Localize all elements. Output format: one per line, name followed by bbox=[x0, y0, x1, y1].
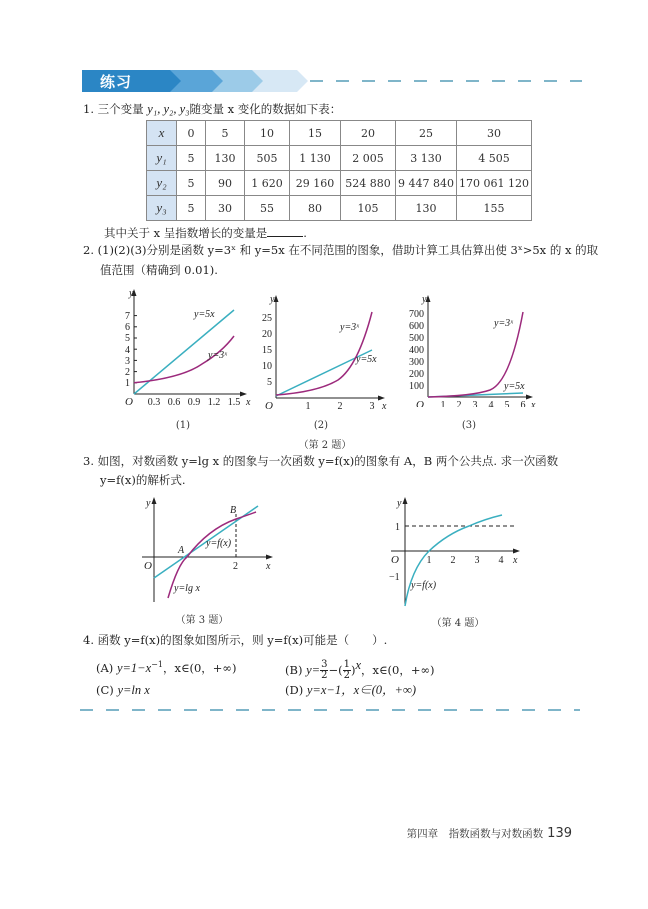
option-a[interactable] bbox=[96, 657, 236, 676]
answer-blank[interactable] bbox=[267, 224, 303, 237]
option-domain: ，x∈(0，+∞) bbox=[361, 662, 435, 677]
graph-3-label: (3) bbox=[461, 420, 477, 431]
table-row bbox=[147, 121, 532, 146]
option-label: (C) bbox=[96, 683, 114, 697]
graph-2 bbox=[258, 292, 388, 412]
curve-label: y=5x bbox=[194, 309, 215, 320]
question-number: 3. bbox=[83, 454, 94, 468]
q1-answer-period: . bbox=[303, 226, 307, 240]
question-number: 1. bbox=[83, 102, 94, 116]
y-tick: 6 bbox=[125, 322, 130, 333]
point-a-label: A bbox=[178, 545, 185, 556]
y-tick: 3 bbox=[125, 356, 130, 367]
section-banner bbox=[82, 70, 582, 92]
denominator: 2 bbox=[321, 670, 328, 682]
x-axis-label: x bbox=[531, 400, 536, 407]
row-header: y₂ bbox=[147, 171, 177, 196]
table-cell: 25 bbox=[396, 121, 457, 146]
table-cell: 3 130 bbox=[396, 146, 457, 171]
x-axis-label: x bbox=[513, 555, 518, 566]
y-axis-label: y bbox=[146, 498, 151, 509]
header-dashed-divider bbox=[310, 80, 582, 82]
table-cell: 80 bbox=[290, 196, 341, 221]
x-tick: 4 bbox=[498, 555, 504, 566]
option-expr: y=1−x bbox=[116, 660, 152, 675]
x-tick: 2 bbox=[456, 400, 462, 407]
y-tick: 1 bbox=[395, 522, 400, 533]
x-axis-arrow-icon bbox=[526, 395, 533, 400]
option-domain: ，x∈(0，+∞) bbox=[162, 660, 237, 675]
q1-answer-prompt: 其中关于 x 呈指数增长的变量是 bbox=[104, 226, 268, 240]
x-tick: 0.9 bbox=[187, 397, 201, 408]
table-cell: 130 bbox=[396, 196, 457, 221]
y-tick: 5 bbox=[267, 377, 272, 388]
x-tick: 6 bbox=[520, 400, 526, 407]
y-tick: −1 bbox=[389, 572, 400, 583]
table-cell: 30 bbox=[457, 121, 532, 146]
origin-label: O bbox=[391, 554, 399, 566]
x-tick: 1.2 bbox=[207, 397, 221, 408]
y-axis-label: y bbox=[129, 288, 134, 299]
option-b[interactable] bbox=[285, 652, 435, 683]
y-tick: 2 bbox=[125, 367, 130, 378]
option-label: (D) bbox=[285, 683, 304, 697]
graph-1-label: (1) bbox=[175, 420, 191, 431]
x-tick: 1.5 bbox=[227, 397, 241, 408]
curve-label: y=5x bbox=[356, 354, 377, 365]
y-tick: 1 bbox=[125, 378, 130, 389]
x-tick: 0.6 bbox=[167, 397, 181, 408]
q3-figure-caption: （第 3 题） bbox=[175, 615, 229, 626]
option-expr: y=x−1，x∈(0，+∞) bbox=[306, 683, 417, 697]
chapter-title: 第四章 指数函数与对数函数 bbox=[406, 828, 544, 840]
x-tick: 1 bbox=[305, 401, 311, 412]
y-axis-label: y bbox=[397, 498, 402, 509]
question-2-prompt bbox=[83, 242, 598, 258]
graph-3 bbox=[398, 292, 538, 407]
curve-label: y=f(x) bbox=[206, 538, 232, 549]
option-d[interactable] bbox=[285, 682, 416, 698]
y-axis-arrow-icon bbox=[403, 497, 408, 504]
curve-label: y=lg x bbox=[174, 583, 200, 594]
page-number: 139 bbox=[547, 826, 572, 841]
table-cell: 1 130 bbox=[290, 146, 341, 171]
x-axis-arrow-icon bbox=[378, 396, 385, 401]
y-axis-label: y bbox=[270, 294, 275, 305]
table-row bbox=[147, 171, 532, 196]
y-tick: 15 bbox=[262, 345, 272, 356]
x-axis-arrow-icon bbox=[240, 392, 247, 397]
table-cell: 30 bbox=[206, 196, 245, 221]
row-header: y₁ bbox=[147, 146, 177, 171]
q3-line-2: y=f(x)的解析式. bbox=[100, 473, 186, 487]
point-b-label: B bbox=[230, 505, 237, 516]
q1-answer-line bbox=[104, 224, 307, 241]
x-axis-arrow-icon bbox=[266, 555, 273, 560]
row-header: x bbox=[147, 121, 177, 146]
table-cell: 10 bbox=[245, 121, 290, 146]
option-expr: y= bbox=[306, 662, 321, 677]
q1-text: 三个变量 bbox=[97, 102, 148, 116]
q1-text-post: 随变量 x 变化的数据如下表： bbox=[189, 102, 342, 116]
x-tick: 3 bbox=[369, 401, 375, 412]
x-tick: 2 bbox=[450, 555, 456, 566]
curve-label: y=3ˣ bbox=[340, 322, 360, 333]
x-axis-label: x bbox=[266, 561, 271, 572]
y-axis-label: y bbox=[422, 294, 427, 305]
table-cell: 90 bbox=[206, 171, 245, 196]
y-tick: 600 bbox=[409, 321, 424, 332]
table-row bbox=[147, 196, 532, 221]
option-label: (A) bbox=[96, 660, 114, 675]
table-cell: 5 bbox=[177, 146, 206, 171]
graph-2-label: (2) bbox=[313, 420, 329, 431]
table-cell: 0 bbox=[177, 121, 206, 146]
table-cell: 4 505 bbox=[457, 146, 532, 171]
origin-label: O bbox=[416, 399, 424, 407]
table-cell: 105 bbox=[341, 196, 396, 221]
numerator: 3 bbox=[321, 659, 328, 671]
table-cell: 170 061 120 bbox=[457, 171, 532, 196]
option-exponent: x bbox=[355, 658, 362, 672]
table-cell: 1 620 bbox=[245, 171, 290, 196]
x-axis-arrow-icon bbox=[513, 549, 520, 554]
y-tick: 200 bbox=[409, 369, 424, 380]
x-tick: 3 bbox=[474, 555, 480, 566]
origin-label: O bbox=[125, 396, 133, 408]
graph-1 bbox=[112, 286, 252, 411]
q3-line-1: 如图，对数函数 y=lg x 的图象与一次函数 y=f(x)的图象有 A，B 两个公共点. 求一次函数 bbox=[97, 454, 559, 468]
table-cell: 9 447 840 bbox=[396, 171, 457, 196]
table-cell: 130 bbox=[206, 146, 245, 171]
x-axis-label: x bbox=[246, 397, 251, 408]
x-tick: 0.3 bbox=[147, 397, 161, 408]
q1-vars: y₁, y₂, y₃ bbox=[147, 102, 190, 116]
y-tick: 25 bbox=[262, 313, 272, 324]
data-table bbox=[146, 120, 532, 221]
numerator: 1 bbox=[343, 659, 350, 671]
table-cell: 5 bbox=[177, 196, 206, 221]
x-tick: 2 bbox=[337, 401, 343, 412]
section-title: 练习 bbox=[100, 73, 133, 91]
table-cell: 155 bbox=[457, 196, 532, 221]
y-tick: 300 bbox=[409, 357, 424, 368]
q2-line-2: 值范围（精确到 0.01). bbox=[100, 263, 218, 277]
curve-label: y=3ˣ bbox=[494, 318, 514, 329]
x-tick: 5 bbox=[504, 400, 510, 407]
question-4-prompt bbox=[83, 632, 387, 648]
graph-q4 bbox=[385, 494, 525, 609]
x-axis-label: x bbox=[382, 401, 387, 412]
curve-label: y=3ˣ bbox=[208, 350, 228, 361]
y-tick: 4 bbox=[125, 345, 130, 356]
q2-figure-caption: （第 2 题） bbox=[298, 440, 352, 451]
y-tick: 20 bbox=[262, 329, 272, 340]
y-tick: 500 bbox=[409, 333, 424, 344]
question-3-prompt bbox=[83, 453, 558, 469]
question-1-prompt bbox=[83, 101, 341, 117]
table-cell: 15 bbox=[290, 121, 341, 146]
fraction bbox=[343, 660, 351, 681]
x-tick: 3 bbox=[472, 400, 478, 407]
table-cell: 5 bbox=[177, 171, 206, 196]
row-header: y₃ bbox=[147, 196, 177, 221]
graph-q3 bbox=[138, 494, 278, 606]
option-expr-mid: −( bbox=[328, 662, 343, 677]
table-cell: 2 005 bbox=[341, 146, 396, 171]
y-tick: 400 bbox=[409, 345, 424, 356]
page-footer bbox=[407, 826, 572, 841]
origin-label: O bbox=[265, 400, 273, 412]
curve-label: y=5x bbox=[504, 381, 525, 392]
table-row bbox=[147, 146, 532, 171]
x-tick: 4 bbox=[488, 400, 494, 407]
table-cell: 524 880 bbox=[341, 171, 396, 196]
y-tick: 5 bbox=[125, 333, 130, 344]
q4-figure-caption: （第 4 题） bbox=[431, 618, 485, 629]
option-expr-post: ) bbox=[350, 662, 356, 677]
table-cell: 29 160 bbox=[290, 171, 341, 196]
x-tick: 2 bbox=[233, 561, 238, 572]
y-tick: 10 bbox=[262, 361, 272, 372]
table-cell: 505 bbox=[245, 146, 290, 171]
q4-line-1: 函数 y=f(x)的图象如图所示，则 y=f(x)可能是（ ）. bbox=[97, 633, 388, 647]
curve-label: y=f(x) bbox=[411, 580, 437, 591]
x-tick: 1 bbox=[440, 400, 446, 407]
q2-line-1: (1)(2)(3)分别是函数 y=3ˣ 和 y=5x 在不同范围的图象，借助计算工具估算出使 3ˣ>5x 的 x 的取 bbox=[97, 243, 599, 257]
option-label: (B) bbox=[285, 662, 303, 677]
table-cell: 20 bbox=[341, 121, 396, 146]
denominator: 2 bbox=[343, 670, 350, 682]
option-c[interactable] bbox=[96, 682, 150, 698]
origin-label: O bbox=[144, 560, 152, 572]
y-tick: 700 bbox=[409, 309, 424, 320]
question-number: 2. bbox=[83, 243, 94, 257]
table-cell: 5 bbox=[206, 121, 245, 146]
option-exponent: −1 bbox=[151, 660, 163, 669]
question-number: 4. bbox=[83, 633, 94, 647]
y-tick: 100 bbox=[409, 381, 424, 392]
option-expr: y=ln x bbox=[117, 683, 150, 697]
table-cell: 55 bbox=[245, 196, 290, 221]
y-tick: 7 bbox=[125, 311, 130, 322]
bottom-dashed-divider bbox=[80, 709, 580, 711]
y-axis-arrow-icon bbox=[152, 497, 157, 504]
x-tick: 1 bbox=[426, 555, 432, 566]
